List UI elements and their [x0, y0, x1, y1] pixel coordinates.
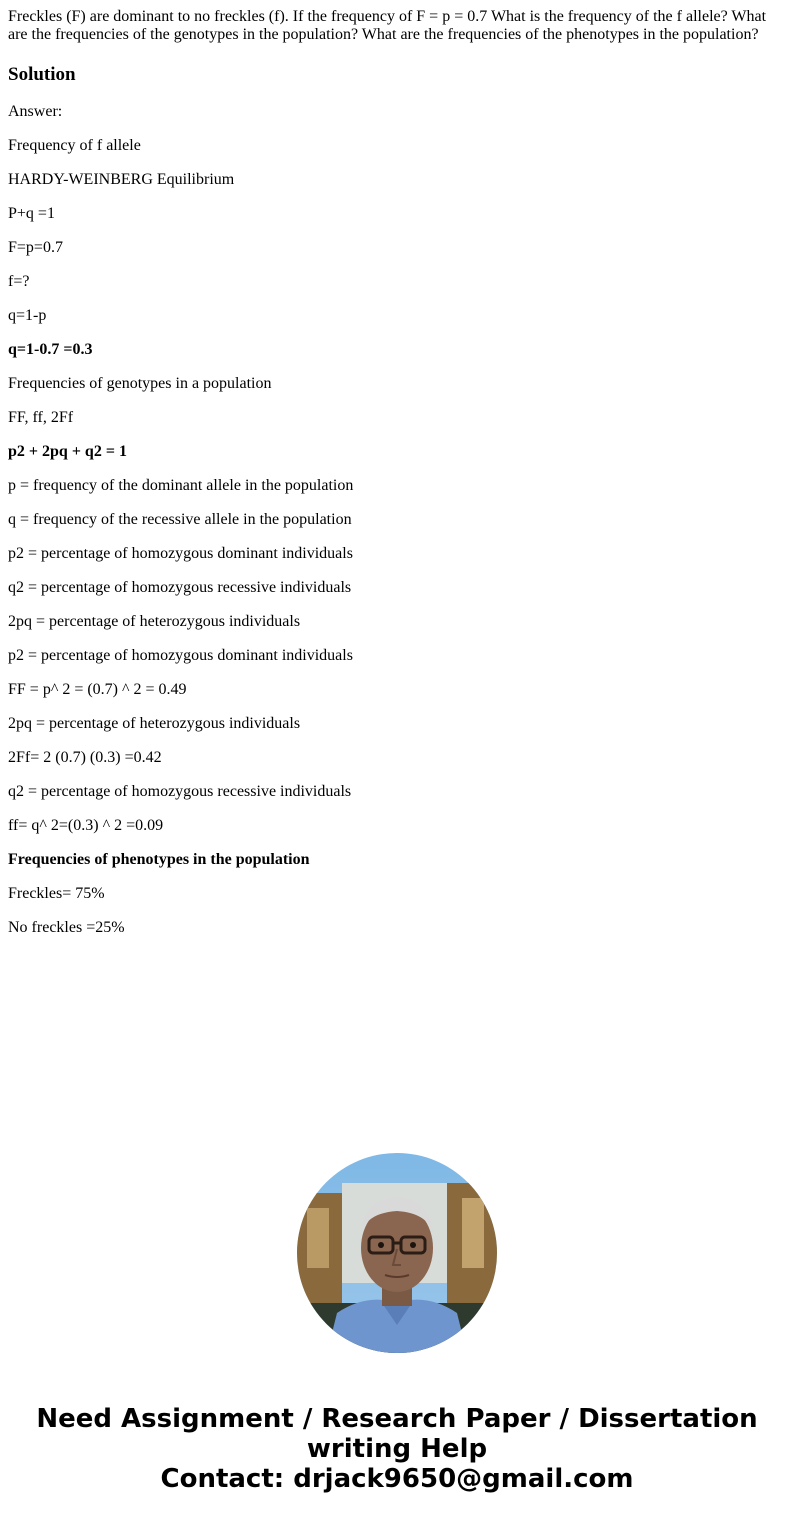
footer-banner: [0, 1404, 794, 1494]
solution-line: Answer:: [8, 103, 63, 120]
footer-line-1: Need Assignment / Research Paper / Dissertation: [36, 1404, 758, 1434]
solution-body: [8, 103, 353, 953]
solution-line: HARDY-WEINBERG Equilibrium: [8, 171, 235, 188]
solution-line: Frequencies of genotypes in a population: [8, 375, 272, 392]
solution-line: p2 = percentage of homozygous dominant individuals: [8, 647, 353, 664]
author-photo: [297, 1153, 497, 1353]
solution-line: Frequency of f allele: [8, 137, 141, 154]
solution-line: p = frequency of the dominant allele in the population: [8, 477, 354, 494]
solution-line: FF, ff, 2Ff: [8, 409, 74, 426]
solution-line: f=?: [8, 273, 30, 290]
solution-line: 2pq = percentage of heterozygous individuals: [8, 613, 301, 630]
solution-line: 2pq = percentage of heterozygous individuals: [8, 715, 301, 732]
solution-line: p2 + 2pq + q2 = 1: [8, 443, 127, 460]
solution-line: q=1-p: [8, 307, 47, 324]
footer-line-3: Contact: drjack9650@gmail.com: [160, 1464, 634, 1494]
solution-line: q=1-0.7 =0.3: [8, 341, 93, 358]
solution-line: q2 = percentage of homozygous recessive individuals: [8, 579, 352, 596]
solution-line: Frequencies of phenotypes in the population: [8, 851, 310, 868]
solution-line: Freckles= 75%: [8, 885, 105, 902]
solution-heading: Solution: [8, 64, 76, 85]
solution-line: 2Ff= 2 (0.7) (0.3) =0.42: [8, 749, 162, 766]
solution-line: P+q =1: [8, 205, 55, 222]
solution-line: ff= q^ 2=(0.3) ^ 2 =0.09: [8, 817, 164, 834]
solution-line: FF = p^ 2 = (0.7) ^ 2 = 0.49: [8, 681, 187, 698]
question-text: Freckles (F) are dominant to no freckles (f). If the frequency of F = p = 0.7 What is the frequency of the f allele? What are the frequencies of the genotypes in the population? What are the frequencies of the phenotypes in the population?: [8, 8, 767, 44]
solution-line: F=p=0.7: [8, 239, 63, 256]
solution-line: No freckles =25%: [8, 919, 125, 936]
solution-line: q2 = percentage of homozygous recessive individuals: [8, 783, 352, 800]
solution-line: q = frequency of the recessive allele in the population: [8, 511, 352, 528]
footer-line-2: writing Help: [306, 1434, 488, 1464]
solution-line: p2 = percentage of homozygous dominant individuals: [8, 545, 353, 562]
